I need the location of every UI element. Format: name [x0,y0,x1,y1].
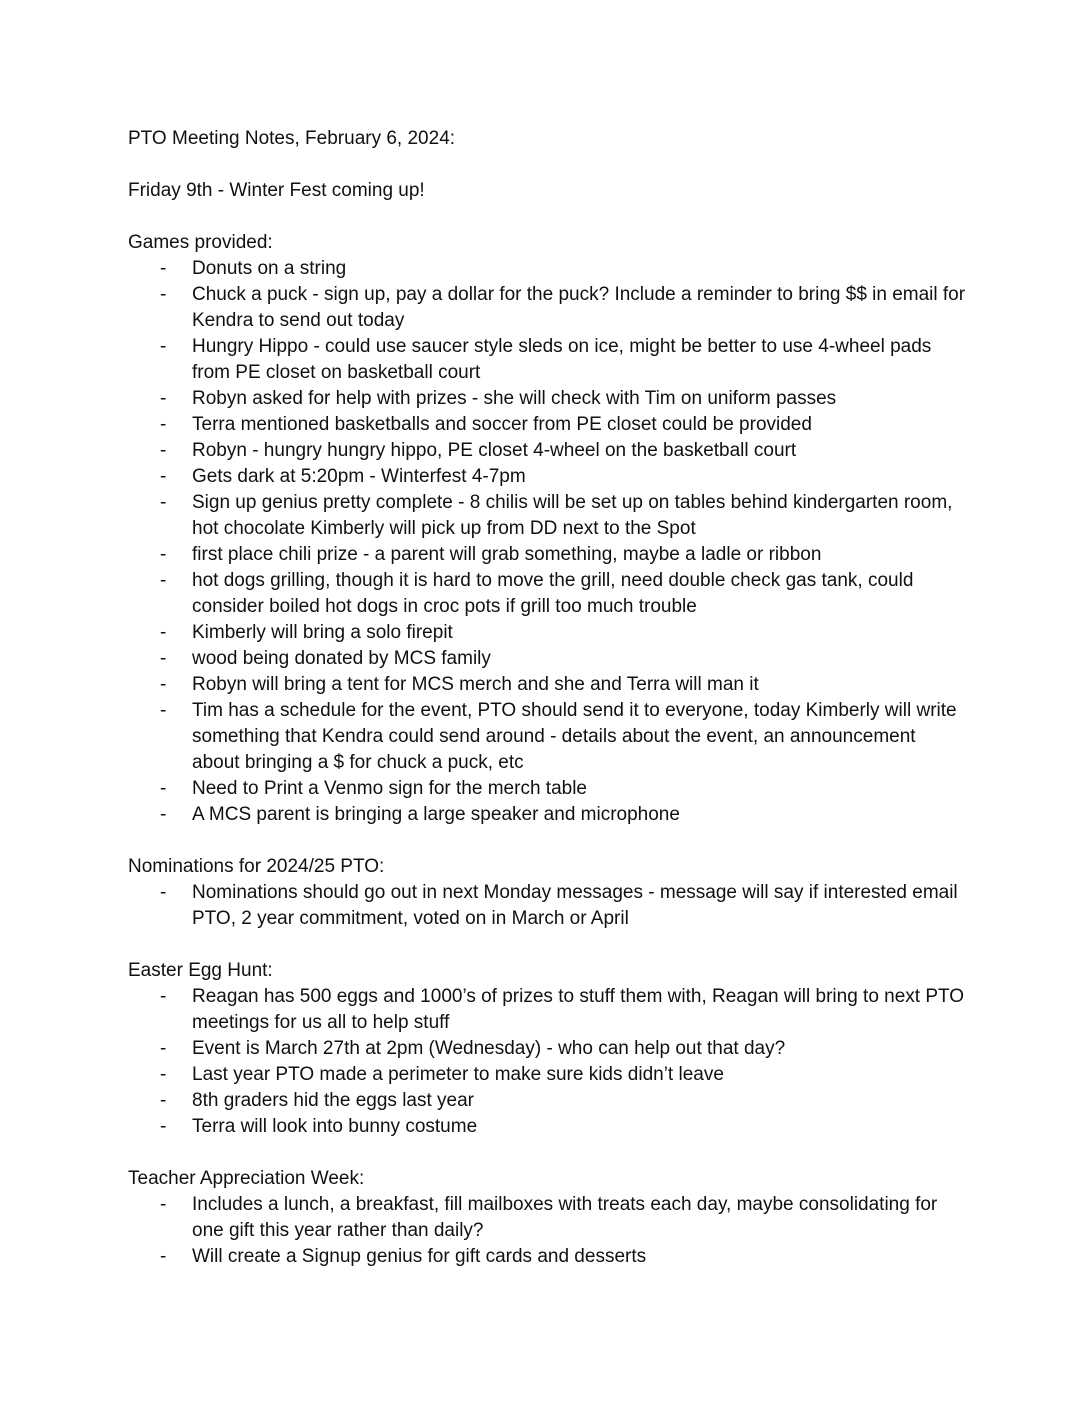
event-announcement: Friday 9th - Winter Fest coming up! [128,180,425,201]
list-item-text: Chuck a puck - sign up, pay a dollar for the puck? Include a reminder to bring $$ in email for Kendra to send out today [192,284,966,331]
dash-bullet-icon: - [160,1194,167,1215]
list-item-text: wood being donated by MCS family [192,648,491,669]
dash-bullet-icon: - [160,336,167,357]
bullet-list [128,880,968,932]
list-item [128,1088,968,1114]
list-item [128,802,968,828]
list-item [128,880,968,932]
sections-container [128,230,968,1270]
list-item [128,256,968,282]
list-item [128,412,968,438]
section-heading: Teacher Appreciation Week: [128,1168,365,1189]
section-3 [128,1166,968,1270]
list-item [128,1036,968,1062]
dash-bullet-icon: - [160,258,167,279]
list-item [128,698,968,776]
dash-bullet-icon: - [160,466,167,487]
list-item-text: Sign up genius pretty complete - 8 chilis will be set up on tables behind kindergarten room, hot chocolate Kimberly will pick up from DD next to the Spot [192,492,953,539]
list-item-text: Robyn will bring a tent for MCS merch and she and Terra will man it [192,674,759,695]
dash-bullet-icon: - [160,1246,167,1267]
list-item [128,568,968,620]
dash-bullet-icon: - [160,492,167,513]
list-item [128,334,968,386]
list-item [128,1062,968,1088]
section-2 [128,958,968,1140]
dash-bullet-icon: - [160,622,167,643]
dash-bullet-icon: - [160,440,167,461]
list-item [128,646,968,672]
list-item [128,282,968,334]
section-0 [128,230,968,828]
list-item-text: Includes a lunch, a breakfast, fill mailboxes with treats each day, maybe consolidating for one gift this year rather than daily? [192,1194,938,1241]
list-item-text: Nominations should go out in next Monday messages - message will say if interested email PTO, 2 year commitment, voted on in March or April [192,882,958,929]
list-item [128,984,968,1036]
dash-bullet-icon: - [160,1064,167,1085]
dash-bullet-icon: - [160,986,167,1007]
dash-bullet-icon: - [160,1038,167,1059]
list-item [128,542,968,568]
dash-bullet-icon: - [160,388,167,409]
dash-bullet-icon: - [160,570,167,591]
document-page [128,126,968,1296]
bullet-list [128,256,968,828]
list-item-text: Reagan has 500 eggs and 1000’s of prizes to stuff them with, Reagan will bring to next PTO meetings for us all to help stuff [192,986,965,1033]
list-item [128,1192,968,1244]
list-item-text: Terra will look into bunny costume [192,1116,478,1137]
bullet-list [128,1192,968,1270]
dash-bullet-icon: - [160,648,167,669]
section-1 [128,854,968,932]
list-item [128,1114,968,1140]
list-item-text: Last year PTO made a perimeter to make sure kids didn’t leave [192,1064,724,1085]
dash-bullet-icon: - [160,804,167,825]
dash-bullet-icon: - [160,544,167,565]
list-item-text: first place chili prize - a parent will grab something, maybe a ladle or ribbon [192,544,822,565]
dash-bullet-icon: - [160,284,167,305]
list-item [128,1244,968,1270]
list-item-text: Terra mentioned basketballs and soccer from PE closet could be provided [192,414,812,435]
list-item [128,464,968,490]
list-item-text: Gets dark at 5:20pm - Winterfest 4-7pm [192,466,526,487]
list-item-text: Hungry Hippo - could use saucer style sleds on ice, might be better to use 4-wheel pads from PE closet on basketball court [192,336,932,383]
list-item-text: Robyn - hungry hungry hippo, PE closet 4-wheel on the basketball court [192,440,797,461]
list-item [128,672,968,698]
list-item [128,386,968,412]
section-heading: Easter Egg Hunt: [128,960,273,981]
list-item-text: Donuts on a string [192,258,347,279]
list-item-text: Tim has a schedule for the event, PTO should send it to everyone, today Kimberly will write something that Kendra could send around - details about the event, an announcement about bringing a $ for chuck a puck, etc [192,700,957,773]
list-item [128,438,968,464]
list-item-text: Event is March 27th at 2pm (Wednesday) - who can help out that day? [192,1038,786,1059]
list-item [128,490,968,542]
dash-bullet-icon: - [160,674,167,695]
bullet-list [128,984,968,1140]
dash-bullet-icon: - [160,1090,167,1111]
section-heading: Games provided: [128,232,273,253]
list-item-text: Kimberly will bring a solo firepit [192,622,453,643]
document-title: PTO Meeting Notes, February 6, 2024: [128,128,456,149]
dash-bullet-icon: - [160,1116,167,1137]
dash-bullet-icon: - [160,778,167,799]
list-item-text: Need to Print a Venmo sign for the merch table [192,778,587,799]
list-item-text: Robyn asked for help with prizes - she will check with Tim on uniform passes [192,388,837,409]
list-item-text: hot dogs grilling, though it is hard to move the grill, need double check gas tank, could consider boiled hot dogs in croc pots if grill too much trouble [192,570,914,617]
dash-bullet-icon: - [160,700,167,721]
list-item-text: 8th graders hid the eggs last year [192,1090,475,1111]
list-item-text: Will create a Signup genius for gift cards and desserts [192,1246,647,1267]
dash-bullet-icon: - [160,414,167,435]
list-item [128,776,968,802]
dash-bullet-icon: - [160,882,167,903]
list-item-text: A MCS parent is bringing a large speaker and microphone [192,804,680,825]
list-item [128,620,968,646]
section-heading: Nominations for 2024/25 PTO: [128,856,385,877]
